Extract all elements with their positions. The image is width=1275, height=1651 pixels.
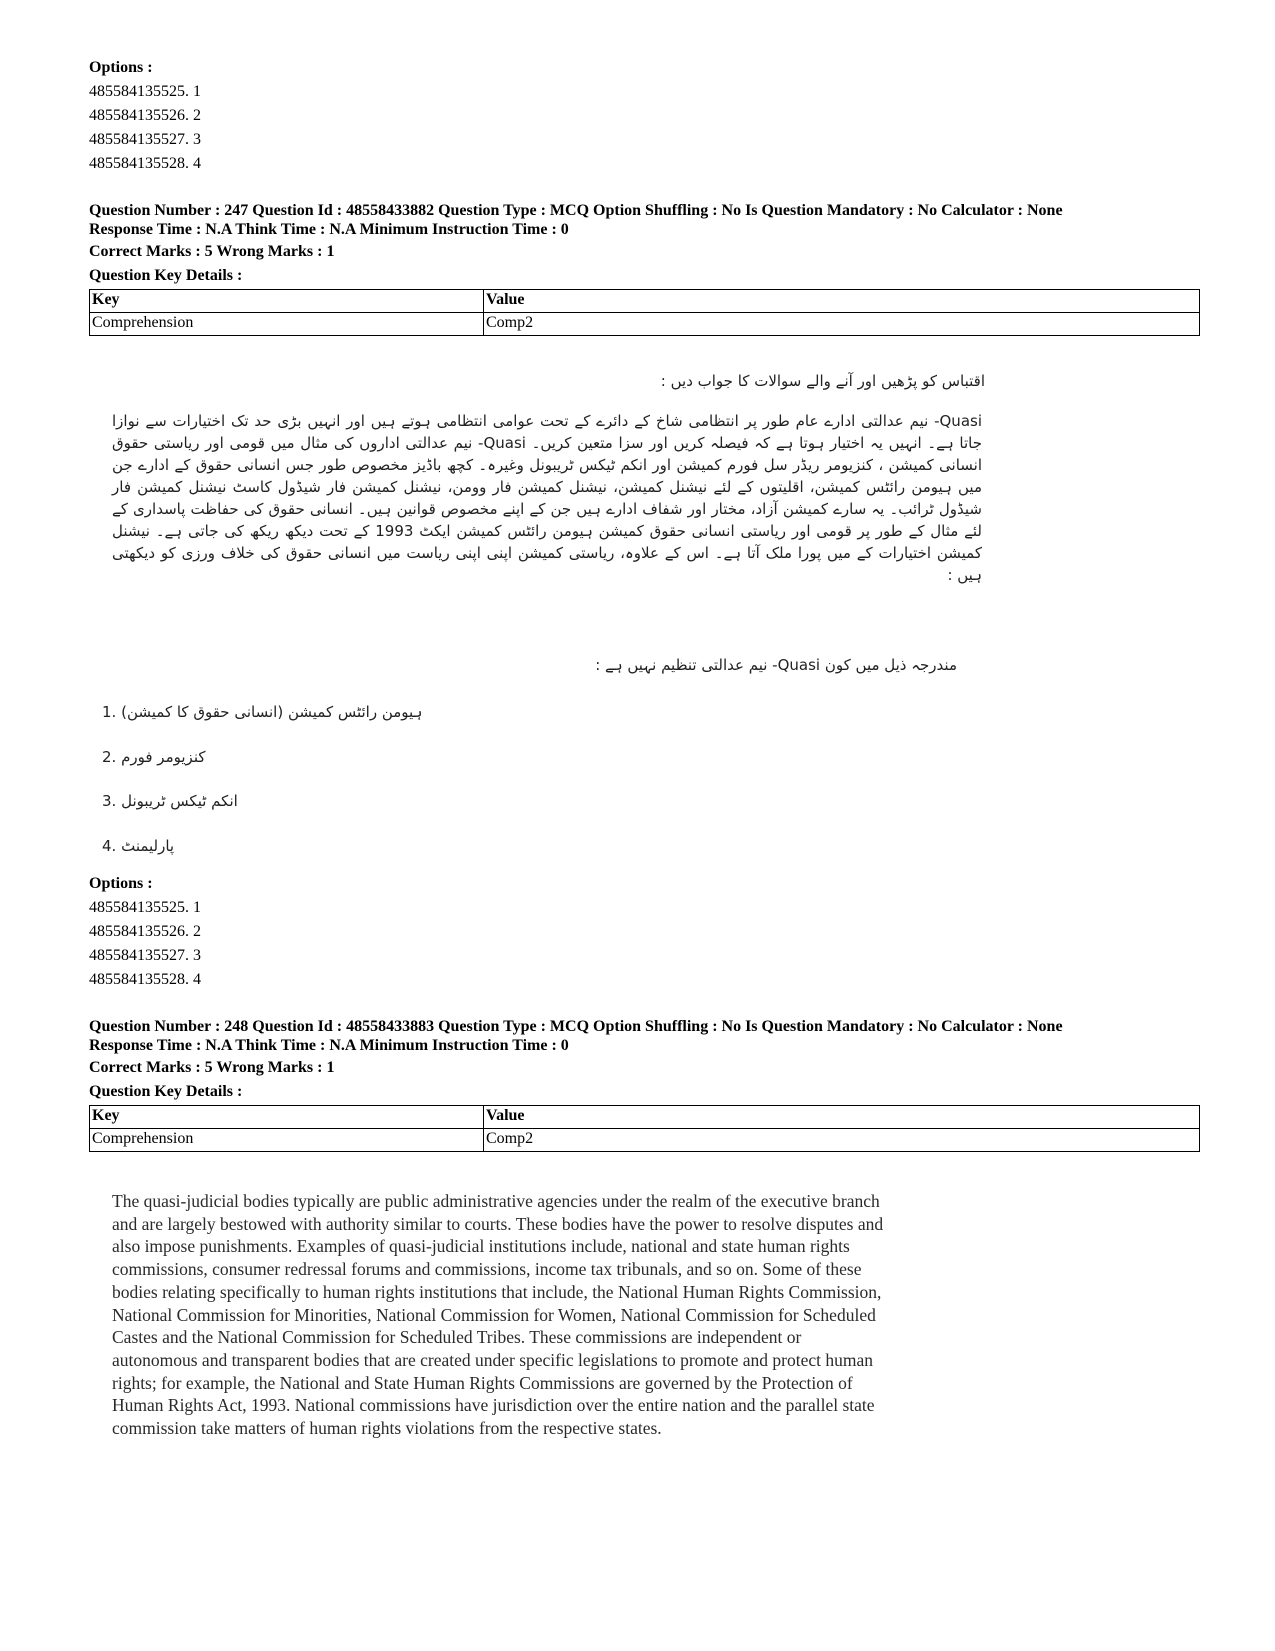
- passage-line: commissions, consumer redressal forums and commissions, income tax tribunals, and so on. Some of these: [112, 1259, 862, 1280]
- q248-key-details-label: Question Key Details :: [89, 1083, 243, 1100]
- q247-key-details-label: Question Key Details :: [89, 267, 243, 284]
- urdu-instruction: اقتباس کو پڑھیں اور آنے والے سوالات کا جواب دیں :: [660, 372, 985, 390]
- option-item: 485584135527. 3: [89, 947, 201, 964]
- table-key-header: Key: [90, 1106, 484, 1129]
- option-item: 485584135528. 4: [89, 971, 201, 988]
- q247-header-line1: Question Number : 247 Question Id : 48558433882 Question Type : MCQ Option Shuffling : No Is Question Mandatory : No Calculator : None: [89, 202, 1063, 219]
- table-key-header: Key: [90, 290, 484, 313]
- options-label: Options :: [89, 59, 153, 76]
- urdu-option-2: 2. کنزیومر فورم: [102, 748, 206, 766]
- table-key-cell: Comprehension: [90, 1129, 484, 1152]
- english-passage: [112, 1190, 982, 1440]
- table-value-header: Value: [484, 290, 1200, 313]
- option-item: 485584135526. 2: [89, 923, 201, 940]
- q248-marks: Correct Marks : 5 Wrong Marks : 1: [89, 1059, 335, 1076]
- q247-options-block: [89, 872, 589, 992]
- q247-key-table: [89, 289, 1200, 336]
- urdu-option-3: 3. انکم ٹیکس ٹریبونل: [102, 792, 238, 810]
- option-item: 485584135528. 4: [89, 155, 201, 172]
- urdu-option-4: 4. پارلیمنٹ: [102, 837, 175, 855]
- passage-line: rights; for example, the National and State Human Rights Commissions are governed by the Protection of: [112, 1372, 853, 1393]
- table-value-header: Value: [484, 1106, 1200, 1129]
- top-options-block: [89, 56, 589, 176]
- passage-line: Human Rights Act, 1993. National commissions have jurisdiction over the entire nation and the parallel state: [112, 1395, 875, 1416]
- table-key-cell: Comprehension: [90, 313, 484, 336]
- option-item: 485584135527. 3: [89, 131, 201, 148]
- passage-line: Castes and the National Commission for Scheduled Tribes. These commissions are independent or: [112, 1327, 802, 1348]
- urdu-option-1: 1. ہیومن رائٹس کمیشن (انسانی حقوق کا کمیشن): [102, 703, 423, 721]
- passage-line: The quasi-judicial bodies typically are public administrative agencies under the realm of the executive branch: [112, 1191, 880, 1211]
- passage-line: and are largely bestowed with authority similar to courts. These bodies have the power to resolve disputes and: [112, 1213, 884, 1234]
- q247-header-line2: Response Time : N.A Think Time : N.A Minimum Instruction Time : 0: [89, 221, 569, 238]
- q248-header-line2: Response Time : N.A Think Time : N.A Minimum Instruction Time : 0: [89, 1037, 569, 1054]
- option-item: 485584135525. 1: [89, 899, 201, 916]
- urdu-question: مندرجہ ذیل میں کون Quasi- نیم عدالتی تنظیم نہیں ہے :: [595, 656, 957, 674]
- q248-key-table: [89, 1105, 1200, 1152]
- options-label: Options :: [89, 875, 153, 892]
- table-value-cell: Comp2: [484, 1129, 1200, 1152]
- option-item: 485584135525. 1: [89, 83, 201, 100]
- passage-line: autonomous and transparent bodies that are created under specific legislations to promote and protect human: [112, 1349, 874, 1370]
- passage-line: also impose punishments. Examples of quasi-judicial institutions include, national and state human rights: [112, 1236, 850, 1257]
- q247-marks: Correct Marks : 5 Wrong Marks : 1: [89, 243, 335, 260]
- urdu-passage: Quasi- نیم عدالتی ادارے عام طور پر انتظامی شاخ کے دائرے کے تحت عوامی انتظامی ہوتے ہیں اور انہیں بڑی حد تک اختیارات سے نوازا جاتا ہے۔ انہیں یہ اختیار ہوتا ہے کہ فیصلہ کریں اور سزا متعین کریں۔ Quasi- نیم عدالتی اداروں کی مثال میں قومی اور ریاستی حقوق انسانی کمیشن ، کنزیومر ریڈر سل فورم کمیشن اور انکم ٹیکس ٹریبونل وغیرہ۔ کچھ باڈیز مخصوص طور جس انسانی حقوق کے ادارے جن میں ہیومن رائٹس کمیشن، اقلیتوں کے لئے نیشنل کمیشن، نیشنل کمیشن فار وومن، نیشنل کمیشن فار شیڈول کاسٹ نیشنل کمیشن فار شیڈول ٹرائب۔ یہ سارے کمیشن آزاد، مختار اور شفاف ادارے ہیں جن کے اپنے مخصوص قوانین ہیں۔ انسانی حقوق کی حفاظت پاسداری کے لئے مثال کے طور پر قومی اور ریاستی انسانی حقوق کمیشن ہیومن رائٹس کمیشن ایکٹ 1993 کے تحت دیکھ ریکھ کی جاتی ہے۔ نیشنل کمیشن اختیارات کے میں پورا ملک آتا ہے۔ اس کے علاوہ، ریاستی کمیشن اپنی اپنی ریاست میں انسانی حقوق کی خلاف ورزی کو دیکھتی ہیں :: [112, 412, 982, 584]
- passage-line: bodies relating specifically to human rights institutions that include, the National Human Rights Commission,: [112, 1281, 882, 1302]
- table-value-cell: Comp2: [484, 313, 1200, 336]
- passage-line: National Commission for Minorities, National Commission for Women, National Commission for Scheduled: [112, 1304, 876, 1325]
- option-item: 485584135526. 2: [89, 107, 201, 124]
- q248-header-line1: Question Number : 248 Question Id : 48558433883 Question Type : MCQ Option Shuffling : No Is Question Mandatory : No Calculator : None: [89, 1018, 1063, 1035]
- passage-line: commission take matters of human rights violations from the respective states.: [112, 1418, 662, 1439]
